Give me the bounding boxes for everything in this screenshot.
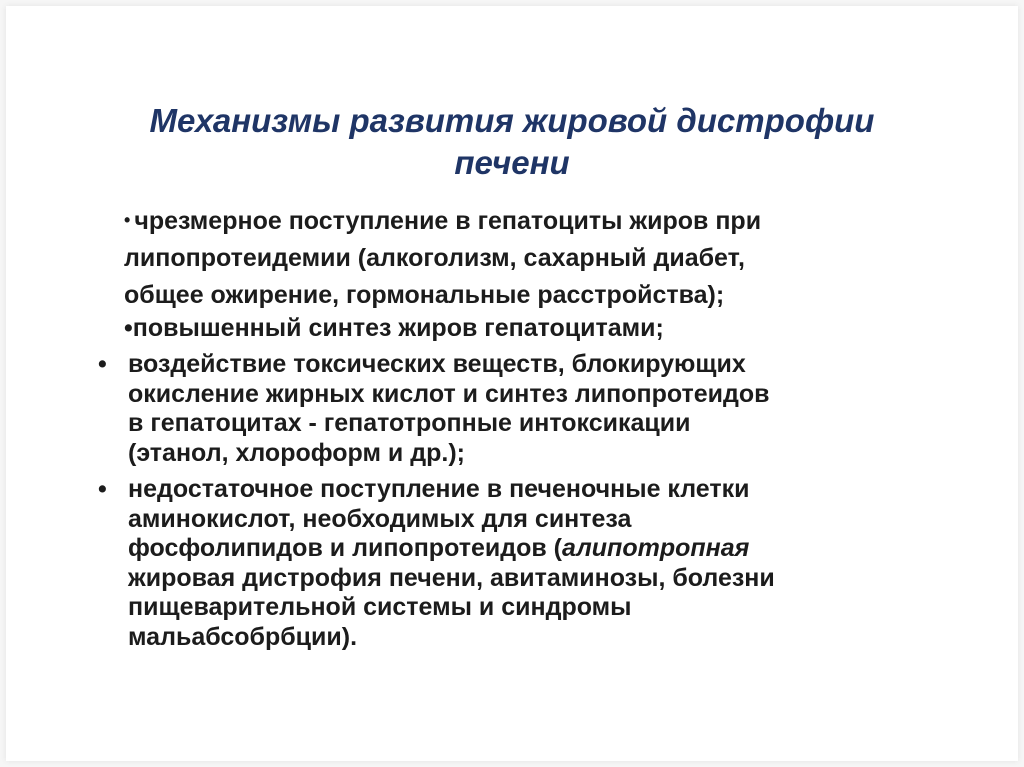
bullet-icon: • xyxy=(98,350,107,378)
slide-title-line-1: Механизмы развития жировой дистрофии xyxy=(149,102,875,139)
bullet-item-line: общее ожирение, гормональные расстройства); xyxy=(124,281,725,309)
bullet-item-line: липопротеидемии (алкоголизм, сахарный диабет, xyxy=(124,244,745,272)
bullet-item-increased-synthesis xyxy=(124,310,664,347)
bullet-item-text: чрезмерное поступление в гепатоциты жиров при xyxy=(134,207,762,235)
bullet-item-line: окисление жирных кислот и синтез липопротеидов xyxy=(128,379,770,408)
bullet-item-text: фосфолипидов и липопротеидов ( xyxy=(128,534,563,562)
bullet-icon: • xyxy=(124,210,131,230)
bullet-item-line: (этанол, хлороформ и др.); xyxy=(128,438,465,467)
bullet-item-line: в гепатоцитах - гепатотропные интоксикации xyxy=(128,409,691,437)
bullet-item-excess-intake xyxy=(124,202,761,314)
bullet-item-line: •повышенный синтез жиров гепатоцитами; xyxy=(124,314,664,342)
slide xyxy=(6,6,1018,761)
bullet-item-line: аминокислот, необходимых для синтеза xyxy=(128,504,632,533)
bullet-item-line: пищеварительной системы и синдромы xyxy=(128,593,632,621)
bullet-item-line: недостаточное поступление в печеночные клетки xyxy=(128,475,750,503)
bullet-item-line: мальабсобрбции). xyxy=(128,622,358,651)
bullet-item-line: жировая дистрофия печени, авитаминозы, болезни xyxy=(128,563,775,592)
bullet-item-insufficient-intake xyxy=(128,475,775,652)
slide-title-line-2: печени xyxy=(454,144,570,181)
bullet-item-line: воздействие токсических веществ, блокирующих xyxy=(128,350,746,378)
bullet-item-line xyxy=(124,202,761,240)
bullet-item-toxic-substances xyxy=(128,350,770,468)
bullet-icon: • xyxy=(98,475,107,503)
bullet-item-line xyxy=(128,534,775,564)
italic-term: алипотропная xyxy=(562,534,750,562)
slide-title xyxy=(6,100,1018,184)
